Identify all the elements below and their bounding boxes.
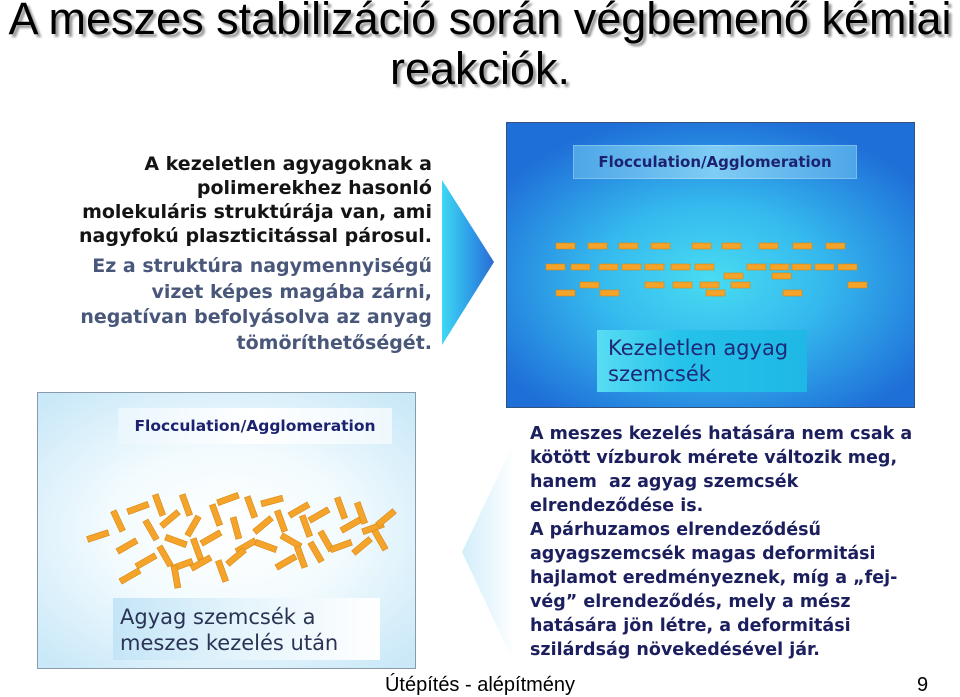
clay-particle [127, 501, 150, 514]
intro-line: Ez a struktúra nagymennyiségű [92, 255, 432, 277]
explanation-line: hatására jön létre, a deformitási [530, 616, 851, 636]
clay-particle [770, 264, 789, 270]
explanation-text [530, 422, 912, 662]
clay-particle [200, 530, 222, 546]
clay-particle [340, 517, 362, 533]
panel-caption-line: szemcsék [608, 362, 711, 386]
clay-particle [645, 282, 664, 288]
clay-particle [731, 282, 750, 288]
panel-caption [113, 598, 380, 660]
arrow-right-icon [440, 176, 498, 348]
clay-particle [334, 497, 347, 520]
slide-title-line-2: reakciók. [389, 43, 571, 94]
panel-caption-line: meszes kezelés után [120, 631, 339, 655]
clay-particle [217, 492, 240, 505]
clay-particle [185, 515, 201, 537]
treated-clay-panel [37, 392, 416, 669]
clay-particle [288, 502, 310, 518]
clay-particle [747, 264, 766, 270]
clay-particle [546, 264, 565, 270]
explanation-line: A meszes kezelés hatására nem csak a [530, 424, 913, 444]
clay-particle [157, 545, 173, 567]
clay-particle [111, 510, 126, 532]
clay-particle [116, 538, 138, 554]
page-number: 9 [917, 674, 929, 696]
explanation-line: hajlamot eredményeznek, míg a „fej- [530, 568, 898, 588]
panel-caption-line: Kezeletlen agyag [608, 336, 789, 360]
clay-particle [308, 507, 330, 523]
clay-particle [599, 264, 618, 270]
clay-particle [556, 290, 575, 296]
clay-particle [793, 243, 812, 249]
clay-particle [135, 553, 157, 569]
clay-particle [152, 494, 165, 517]
clay-particle [261, 495, 284, 506]
clay-particle [792, 264, 811, 270]
slide-title-line-1: A meszes stabilizáció során végbemenő kémiai [8, 0, 952, 44]
clay-particle [556, 243, 575, 249]
intro-line: vizet képes magába zárni, [151, 280, 432, 303]
clay-particle [692, 243, 711, 249]
clay-particle [372, 529, 388, 551]
clay-particle [622, 264, 641, 270]
intro-line: tömöríthetőségét. [236, 331, 432, 354]
footer-title: Útépítés - alépítmény [384, 674, 576, 696]
clay-particle [244, 496, 257, 519]
clay-particle [571, 264, 590, 270]
clay-particle [143, 519, 159, 541]
intro-line: negatívan befolyásolva az anyag [80, 306, 432, 328]
clay-particle [376, 509, 397, 528]
clay-particle [330, 539, 353, 552]
clay-particle [274, 510, 287, 533]
untreated-clay-panel [506, 122, 915, 408]
panel-caption-line: Agyag szemcsék a [120, 605, 316, 629]
clay-particle [619, 243, 638, 249]
explanation-line: A párhuzamos elrendeződésű [530, 520, 821, 540]
clay-particle [700, 282, 719, 288]
clay-particle [671, 264, 690, 270]
clay-particle [722, 243, 741, 249]
clay-particle [230, 517, 241, 540]
clay-particle [253, 516, 274, 535]
intro-line: A kezeletlen agyagoknak a [144, 153, 432, 175]
clay-particle [275, 554, 297, 570]
explanation-line: hanem az agyag szemcsék [530, 472, 799, 492]
clay-particle [695, 264, 714, 270]
clay-particle [588, 243, 607, 249]
clay-particle [580, 282, 599, 288]
clay-particle [651, 243, 670, 249]
explanation-line: szilárdság növekedésével jár. [530, 640, 820, 660]
clay-particle [645, 264, 664, 270]
clay-particle [119, 568, 141, 584]
clay-particle [815, 264, 834, 270]
explanation-line: vég” elrendeződés, mely a mész [530, 592, 851, 612]
clay-particle [209, 504, 222, 527]
intro-line: nagyfokú plaszticitással párosul. [79, 225, 432, 247]
clay-particle [308, 541, 324, 563]
clay-particle [87, 530, 110, 543]
clay-particle [673, 282, 692, 288]
clay-particle [255, 539, 278, 552]
clay-particle [783, 290, 802, 296]
intro-paragraph-water [80, 254, 432, 356]
clay-particle [759, 243, 778, 249]
arrow-left-icon [460, 438, 518, 668]
panel-header: Flocculation/Agglomeration [573, 145, 857, 179]
clay-particle [838, 264, 857, 270]
panel-header: Flocculation/Agglomeration [118, 408, 392, 444]
slide-title [0, 0, 960, 94]
clay-particle [848, 282, 867, 288]
clay-particle [724, 273, 743, 279]
intro-line: polimerekhez hasonló [196, 177, 432, 199]
panel-caption [597, 330, 807, 392]
clay-particle [294, 546, 307, 569]
clay-particle [706, 290, 725, 296]
clay-particle [179, 494, 192, 517]
clay-particle [352, 537, 373, 556]
explanation-line: kötött vízburok mérete változik meg, [530, 448, 898, 468]
clay-particle [600, 290, 619, 296]
clay-particle [826, 243, 845, 249]
clay-particle [165, 534, 188, 547]
explanation-line: elrendeződése is. [530, 496, 704, 516]
explanation-line: agyagszemcsék magas deformitási [530, 544, 876, 564]
intro-line: molekuláris struktúrája van, ami [82, 201, 432, 223]
intro-paragraph-structure [79, 152, 432, 248]
clay-particle [772, 273, 791, 279]
